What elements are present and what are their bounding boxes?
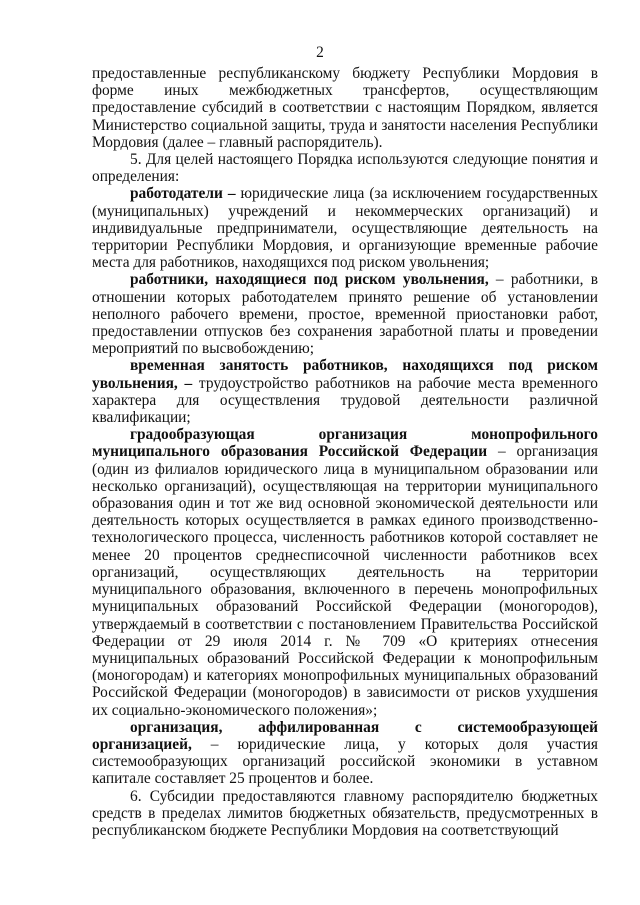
page-number: 2 (316, 44, 324, 61)
paragraph-clause-5: 5. Для целей настоящего Порядка используются следующие понятия и определения: (92, 151, 598, 186)
document-body (92, 65, 598, 839)
paragraph-continuation: предоставленные республиканскому бюджету Республики Мордовия в форме иных межбюджетных трансфертов, осуществляющим предоставление субсидий в соответствии с настоящим Порядком, является Министерство социальной защиты, труда и занятости населения Республики Мордовия (далее – главный распорядитель). (92, 65, 598, 151)
term-affiliated-organization: организация, аффилированная с системообразующей организацией, (92, 718, 598, 753)
definition-employers (92, 185, 598, 271)
definition-temporary-employment (92, 357, 598, 426)
term-town-forming-organization: градообразующая организация монопрофильного муниципального образования Российской Федерации (92, 426, 598, 461)
term-workers-at-risk: работники, находящиеся под риском увольнения, (130, 271, 489, 289)
definition-workers-at-risk-text: – работники, в отношении которых работодателем принято решение об установлении неполного рабочего времени, простое, временной приостановки работ, предоставлении отпусков без сохранения заработной платы и проведении мероприятий по высвобождению; (92, 271, 598, 358)
definition-temporary-employment-text: трудоустройство работников на рабочие места временного характера для осуществления трудовой деятельности различной квалификации; (92, 374, 598, 427)
definition-affiliated-organization (92, 719, 598, 788)
term-employers: работодатели – (130, 185, 236, 203)
definition-town-forming-organization-text: – организация (один из филиалов юридического лица в муниципальном образовании или несколько организаций), осуществляющая на территории муниципального образования один и тот же вид основной экономической деятельности или деятельность которых осуществляется в рамках единого производственно-технологического процесса, численность работников которой составляет не менее 20 процентов среднесписочной численности работников всех организаций, осуществляющих деятельность на территории муниципального образования, включенного в перечень монопрофильных муниципальных образований Российской Федерации (моногородов), утверждаемый в соответствии с постановлением Правительства Российской Федерации от 29 июля 2014 г. № 709 «О критериях отнесения муниципальных образований Российской Федерации к монопрофильным (моногородам) и категориях монопрофильных муниципальных образований Российской Федерации (моногородов) в зависимости от рисков ухудшения их социально-экономического положения»; (92, 443, 598, 719)
term-temporary-employment: временная занятость работников, находящихся под риском увольнения, – (92, 357, 598, 392)
definition-workers-at-risk (92, 271, 598, 357)
definition-affiliated-organization-text: – юридические лица, у которых доля участия системообразующих организаций российской экономики в уставном капитале составляет 25 процентов и более. (92, 735, 598, 788)
definition-town-forming-organization (92, 426, 598, 718)
paragraph-clause-6: 6. Субсидии предоставляются главному распорядителю бюджетных средств в пределах лимитов бюджетных обязательств, предусмотренных в республиканском бюджете Республики Мордовия на соответствующий (92, 787, 598, 839)
definition-employers-text: юридические лица (за исключением государственных (муниципальных) учреждений и некоммерческих организаций) и индивидуальные предприниматели, осуществляющие деятельность на территории Республики Мордовия, и организующие временные рабочие места для работников, находящихся под риском увольнения; (92, 185, 598, 272)
